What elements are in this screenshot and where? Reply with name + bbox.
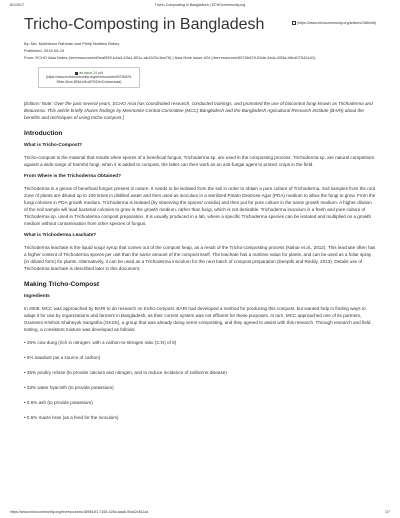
article-title: Tricho-Composting in Bangladesh <box>24 16 265 33</box>
section-heading-introduction: Introduction <box>24 130 63 138</box>
page-number: 1/7 <box>385 510 390 514</box>
paragraph-ingredients: In 2008, MCC was approached by BARI to do research on tricho-compost. BARI had developed a method for producing this compost, but wanted help in finding ways to adapt it for use by organizations and farmers in Bangladesh, as their current system was not efficient for these purposes. In turn, MCC approached one of its partners, Grameen Krishok Shaheyok Sangstha (GKSS), a group that was already doing vermi-composting, and they agreed to assist with this research. Through research and field testing, a consistent mixture was developed as follows: <box>24 306 371 333</box>
edit-link-url[interactable]: (https://www.echocommunity.org/articles/158/edit) <box>296 21 376 25</box>
ingredient-item: • 25% cow dung (rich in nitrogen, with a carbon-to-nitrogen ratio (C:N) of 8) <box>24 340 177 346</box>
subheading-ingredients: Ingredients <box>24 294 50 300</box>
edit-link[interactable] <box>292 21 376 25</box>
download-url[interactable]: (https://www.echocommunity.org/en/resources/6070b929-59de-4b4c-893d-b5cd07542e41/download) <box>45 75 133 84</box>
subheading-where-obtained: From Where is the Trichoderma Obtained? <box>24 174 122 180</box>
published-date: Published: 2015-06-15 <box>24 48 65 53</box>
ingredient-item: • 33% water hyacinth (to provide potassium) <box>24 385 114 391</box>
download-box[interactable] <box>38 67 140 88</box>
ingredient-item: • 0.5% ash (to provide potassium) <box>24 400 93 406</box>
editors-note: [Editors' Note: Over the past several years, ECHO Asia has coordinated research, conducted trainings, and promoted the use of biocontrol fungi known as Trichoderma and Beauveria. This article briefly shares findings by Mennonite Central Committee (MCC) Bangladesh and the Bangladesh Agricultural Research Institute (BARI) about the benefits and techniques of using tricho-compost.] <box>24 101 373 121</box>
paragraph-what-is-tricho-compost: Tricho-compost is the material that results when spores of a beneficial fungus, Trichoderma sp. are used in the composting process. Trichoderma sp. are natural competitors against a wide range of harmful fungi; when it is added to compost, the latter can then work as an anti-fungal agent to protect crops in the field. <box>24 155 375 168</box>
ingredient-item: • 5% sawdust (as a source of carbon) <box>24 355 101 361</box>
paragraph-leachate: Trichoderma leachate is the liquid soup/ syrup that comes out of the compost heap, as a result of the Tricho-composting process (Nahar et al., 2012). This leachate often has a higher content of Trichoderma spores per unit than the same amount of the compost itself. The leachate has a nutritive value for plants, and can be used as a foliar spray (in diluted form) for plants. Alternatively, it can be used as a Trichoderma inoculum for the next batch of compost preparation (Deepthi and Reddy, 2013). Details use of Trichoderma leachate is described later in this document. <box>24 245 376 272</box>
download-icon <box>75 72 78 75</box>
ingredient-item: • 36% poultry refuse (to provide calcium and nitrogen, and to reduce incidence of soilborne disease) <box>24 370 227 376</box>
subheading-what-is-tricho-compost: What is Tricho-Compost? <box>24 143 83 149</box>
article-meta <box>24 40 376 61</box>
title-row <box>24 14 376 36</box>
article <box>24 14 376 429</box>
print-page-title: Tricho-Composting in Bangladesh | ECHOcommunity.org <box>154 3 246 7</box>
subheading-leachate: What is Trichoderma Leachate? <box>24 233 97 239</box>
download-filename[interactable]: an-issue-24.pdf <box>79 71 103 75</box>
section-heading-making: Making Tricho-Compost <box>24 281 100 289</box>
external-link-icon <box>292 21 296 25</box>
byline: By: Md. Mokhlesur Rahman and Philip Mathew Birkey <box>24 41 120 46</box>
source-info[interactable]: From: ECHO Asia Notes (/en/resources/d0eaf359-b4a4-43a1-801c-ab1020c1ba76) | Asia Note Issue #24 (/en/resources/6070b929-59de-4b4c-893d-b5cd07542e41) <box>24 55 316 60</box>
ingredient-item: • 0.5% maize bran (as a feed for the inoculum) <box>24 415 119 421</box>
print-date: 8/1/2017 <box>10 3 24 7</box>
print-url: https://www.echocommunity.org/en/resources/1895d1f1-7165-425a-aaa6-90a42c611a1 <box>10 510 149 514</box>
paragraph-where-obtained: Trichoderma is a genus of beneficial fungus present in nature. It needs to be isolated from the soil in order to obtain a pure culture of Trichoderma. Soil samples from the root zone of plants are diluted up to 106 times in distilled water and then used as inoculum in a sterilized Potato Dextrose Agar (PDA) medium to allow the fungi to grow. From the fungi colonies in PDA growth medium, Trichoderma is isolated (by observing the spores/ conidia) and then put for pure culture in the same growth medium. A higher dilution of the soil sample will lead bacterial colonies to grow in the growth medium, rather than fungi, which is not desirable. Trichoderma inoculum is a fresh and pure culture of Trichoderma sp. used in Trichoderma compost preparation. It is usually produced in a lab, where a specific Trichoderma species can be isolated and multiplied on a growth medium without contamination from other species of fungus. <box>24 186 376 227</box>
